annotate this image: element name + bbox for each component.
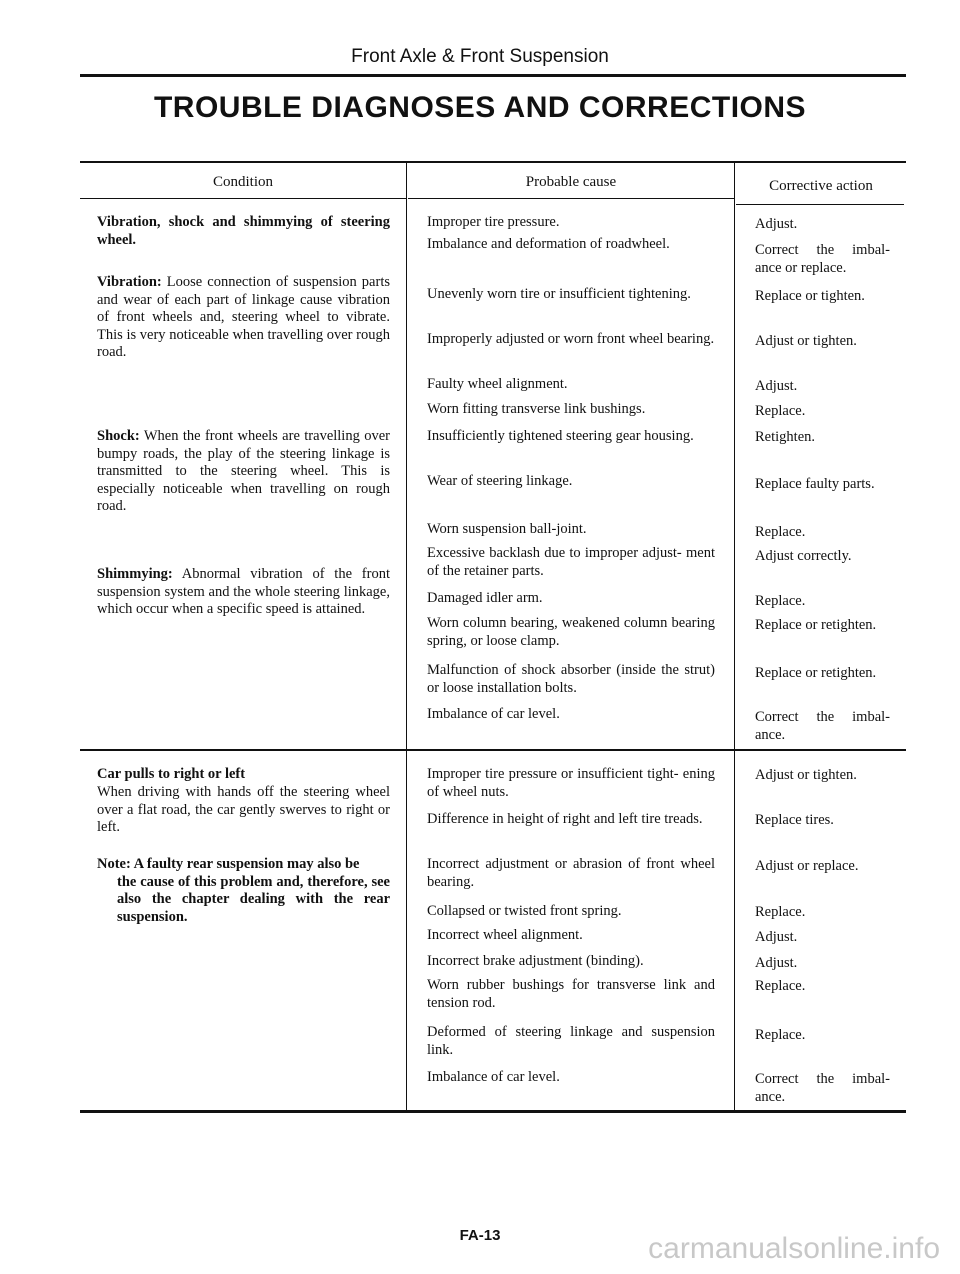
action-cell: Retighten.	[755, 429, 816, 445]
column-header-rule	[408, 198, 734, 199]
action-cell: Replace or retighten.	[755, 617, 877, 633]
column-header-action: Corrective action	[769, 178, 873, 194]
column-divider	[734, 161, 735, 1111]
group-separator-rule	[80, 749, 906, 751]
action-cell: Correct the imbal- ance.	[755, 709, 890, 743]
table-bottom-rule	[80, 1110, 906, 1113]
condition-text: When the front wheels are travelling over bumpy roads, the play of the steering linkage is transmitted to the steering wheel. This is especially noticeable when travelling on rough road.	[97, 428, 390, 514]
cause-cell: Worn column bearing, weakened column bearing spring, or loose clamp.	[427, 615, 715, 649]
cause-cell: Worn fitting transverse link bushings.	[427, 401, 646, 417]
table-top-rule	[80, 161, 906, 163]
cause-cell: Faulty wheel alignment.	[427, 376, 568, 392]
condition-label: Shimmying:	[97, 566, 173, 582]
condition-label: Vibration:	[97, 274, 162, 290]
condition-description	[97, 428, 390, 516]
action-cell: Replace.	[755, 1027, 806, 1043]
condition-description	[97, 566, 390, 619]
cause-cell: Improperly adjusted or worn front wheel bearing.	[427, 331, 715, 347]
section-header: Front Axle & Front Suspension	[351, 46, 609, 67]
action-cell: Replace.	[755, 978, 806, 994]
cause-cell: Improper tire pressure.	[427, 214, 560, 230]
column-header-cause: Probable cause	[525, 174, 617, 190]
action-cell: Replace.	[755, 403, 806, 419]
action-cell: Adjust or replace.	[755, 858, 859, 874]
action-cell: Adjust.	[755, 216, 798, 232]
cause-cell: Excessive backlash due to improper adjust- ment of the retainer parts.	[427, 545, 715, 579]
cause-cell: Imbalance and deformation of roadwheel.	[427, 236, 670, 252]
action-cell: Replace tires.	[755, 812, 834, 828]
condition-title: Car pulls to right or left	[97, 766, 246, 782]
cause-cell: Difference in height of right and left tire treads.	[427, 811, 703, 827]
watermark: carmanualsonline.info	[648, 1232, 940, 1265]
condition-title: Vibration, shock and shimmying of steering wheel.	[97, 214, 390, 248]
note	[97, 856, 390, 926]
condition-label: Shock:	[97, 428, 140, 444]
action-cell: Replace.	[755, 904, 806, 920]
action-cell: Replace or retighten.	[755, 665, 877, 681]
page-number: FA-13	[459, 1227, 501, 1244]
action-cell: Adjust.	[755, 929, 798, 945]
cause-cell: Damaged idler arm.	[427, 590, 543, 606]
page-title: TROUBLE DIAGNOSES AND CORRECTIONS	[153, 91, 807, 124]
note-first-line: Note: A faulty rear suspension may also be	[97, 856, 360, 872]
action-cell: Adjust or tighten.	[755, 767, 857, 783]
action-cell: Correct the imbal- ance or replace.	[755, 242, 890, 276]
header-rule	[80, 74, 906, 77]
action-cell: Replace faulty parts.	[755, 476, 875, 492]
cause-cell: Imbalance of car level.	[427, 706, 560, 722]
note-text: the cause of this problem and, therefore, see also the chapter dealing with the rear suspension.	[117, 873, 390, 925]
condition-text: Loose connection of suspension parts and wear of each part of linkage cause vibration of front wheels and, steering wheel to vibrate. This is very noticeable when travelling over rough road.	[97, 274, 390, 360]
cause-cell: Collapsed or twisted front spring.	[427, 903, 622, 919]
condition-text: Abnormal vibration of the front suspension system and the whole steering linkage, which occur when a specific speed is attained.	[97, 566, 390, 617]
action-cell: Replace.	[755, 524, 806, 540]
cause-cell: Malfunction of shock absorber (inside the strut) or loose installation bolts.	[427, 662, 715, 696]
condition-description: When driving with hands off the steering wheel over a flat road, the car gently swerves to right or left.	[97, 784, 390, 835]
cause-cell: Incorrect wheel alignment.	[427, 927, 583, 943]
action-cell: Adjust.	[755, 378, 798, 394]
cause-cell: Wear of steering linkage.	[427, 473, 573, 489]
condition-description	[97, 274, 390, 362]
action-cell: Adjust correctly.	[755, 548, 852, 564]
cause-cell: Incorrect brake adjustment (binding).	[427, 953, 644, 969]
column-divider	[406, 161, 407, 1111]
cause-cell: Worn suspension ball-joint.	[427, 521, 587, 537]
cause-cell: Worn rubber bushings for transverse link and tension rod.	[427, 977, 715, 1011]
action-cell: Replace.	[755, 593, 806, 609]
column-header-rule	[80, 198, 406, 199]
column-header-rule	[736, 204, 904, 205]
column-header-condition: Condition	[212, 174, 273, 190]
cause-cell: Improper tire pressure or insufficient tight- ening of wheel nuts.	[427, 766, 715, 800]
action-cell: Adjust.	[755, 955, 798, 971]
action-cell: Replace or tighten.	[755, 288, 865, 304]
cause-cell: Insufficiently tightened steering gear housing.	[427, 428, 694, 444]
action-cell: Adjust or tighten.	[755, 333, 857, 349]
cause-cell: Incorrect adjustment or abrasion of front wheel bearing.	[427, 856, 715, 890]
cause-cell: Deformed of steering linkage and suspension link.	[427, 1024, 715, 1058]
cause-cell: Unevenly worn tire or insufficient tightening.	[427, 286, 691, 302]
cause-cell: Imbalance of car level.	[427, 1069, 560, 1085]
action-cell: Correct the imbal- ance.	[755, 1071, 890, 1105]
